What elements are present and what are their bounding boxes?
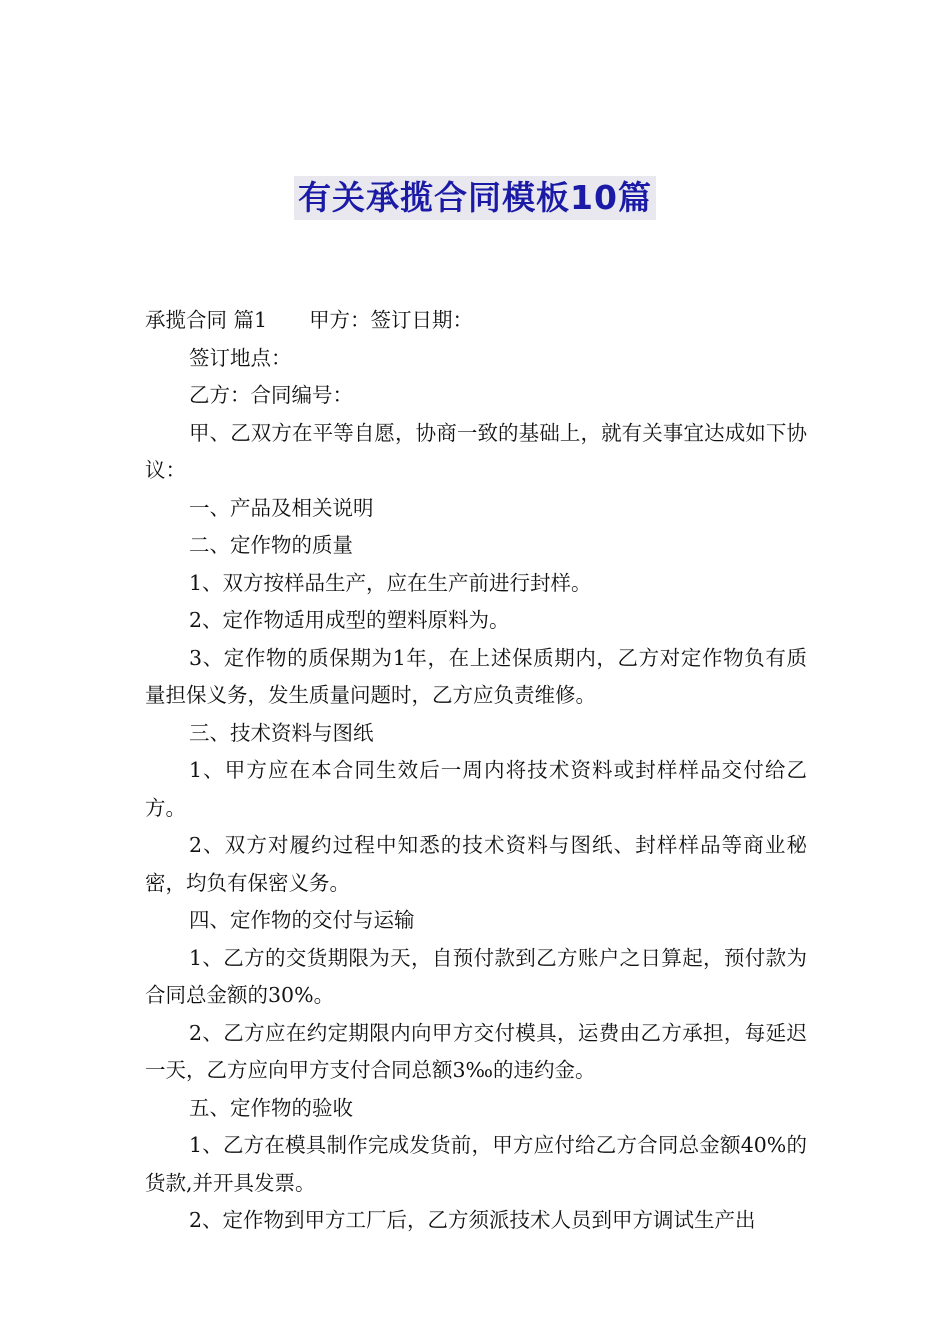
title-container (0, 176, 950, 220)
paragraph: 3、定作物的质保期为1年，在上述保质期内，乙方对定作物负有质量担保义务，发生质量问题时，乙方应负责维修。 (145, 645, 807, 707)
document-body (145, 302, 807, 1240)
paragraph: 2、定作物到甲方工厂后，乙方须派技术人员到甲方调试生产出 (189, 1208, 756, 1232)
paragraph: 签订地点： (189, 345, 292, 370)
paragraph: 1、乙方的交货期限为天，自预付款到乙方账户之日算起，预付款为合同总金额的30%。 (145, 945, 807, 1007)
first-line (145, 302, 807, 340)
paragraph: 一、产品及相关说明 (189, 495, 374, 520)
paragraph: 四、定作物的交付与运输 (189, 908, 415, 932)
paragraph: 2、定作物适用成型的塑料原料为。 (189, 608, 510, 632)
party-a-line: 甲方：签订日期： (309, 308, 474, 332)
section-heading: 承揽合同 篇1 (145, 308, 268, 332)
paragraph: 五、定作物的验收 (189, 1095, 353, 1120)
document-title: 有关承揽合同模板10篇 (294, 176, 656, 220)
paragraph: 1、乙方在模具制作完成发货前，甲方应付给乙方合同总金额40%的货款,并开具发票。 (145, 1133, 807, 1195)
paragraph: 1、双方按样品生产，应在生产前进行封样。 (189, 570, 592, 595)
paragraph: 乙方：合同编号： (189, 383, 353, 407)
paragraph: 甲、乙双方在平等自愿，协商一致的基础上，就有关事宜达成如下协议： (145, 420, 807, 482)
paragraph: 2、乙方应在约定期限内向甲方交付模具，运费由乙方承担，每延迟一天，乙方应向甲方支付合同总额3‰的违约金。 (145, 1020, 807, 1082)
paragraph: 1、甲方应在本合同生效后一周内将技术资料或封样样品交付给乙方。 (145, 758, 807, 820)
paragraph: 二、定作物的质量 (189, 533, 353, 557)
paragraph: 2、双方对履约过程中知悉的技术资料与图纸、封样样品等商业秘密，均负有保密义务。 (145, 833, 807, 895)
paragraph: 三、技术资料与图纸 (189, 720, 374, 745)
